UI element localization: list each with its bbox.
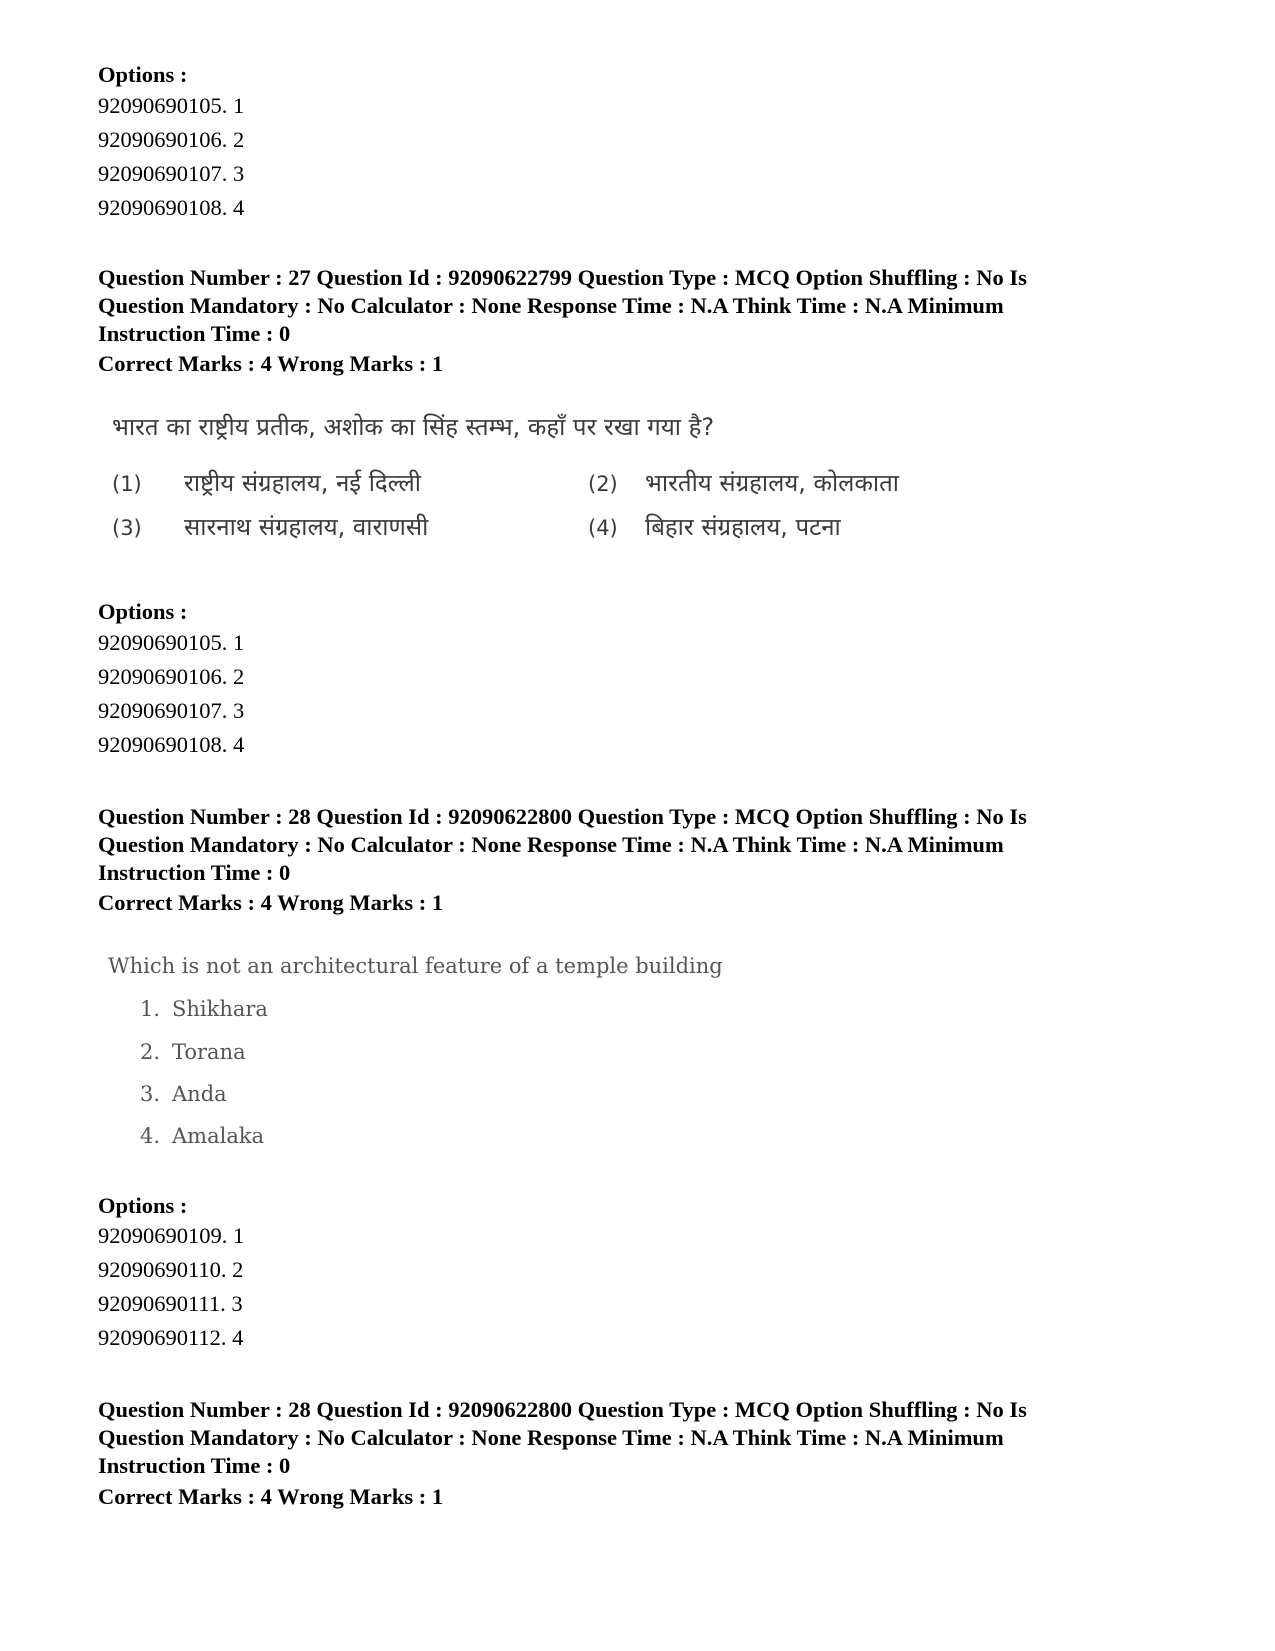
option-item: 92090690107. 3	[98, 698, 245, 723]
option-item: 92090690105. 1	[98, 93, 245, 118]
choice-number: (3)	[112, 516, 142, 540]
options-label: Options :	[98, 62, 188, 87]
option-item: 92090690110. 2	[98, 1257, 244, 1282]
choice-text: राष्ट्रीय संग्रहालय, नई दिल्ली	[184, 469, 421, 497]
choice-number: (4)	[588, 516, 618, 540]
question-header-line: Instruction Time : 0	[98, 320, 291, 346]
choice-text: Shikhara	[172, 997, 268, 1021]
question-header	[98, 1396, 1178, 1479]
question-header-line: Question Number : 28 Question Id : 92090622800 Question Type : MCQ Option Shuffling : No Is	[98, 1397, 1027, 1422]
question-header-line: Question Number : 28 Question Id : 92090622800 Question Type : MCQ Option Shuffling : No Is	[98, 804, 1027, 829]
question-marks: Correct Marks : 4 Wrong Marks : 1	[98, 1484, 444, 1509]
choice-text: बिहार संग्रहालय, पटना	[645, 513, 841, 541]
options-label: Options :	[98, 599, 188, 624]
options-list	[98, 1219, 1178, 1355]
question-header-line: Question Number : 27 Question Id : 92090622799 Question Type : MCQ Option Shuffling : No Is	[98, 265, 1027, 290]
choice-number: (1)	[112, 472, 142, 496]
option-item: 92090690106. 2	[98, 664, 245, 689]
option-item: 92090690112. 4	[98, 1325, 244, 1350]
question-marks: Correct Marks : 4 Wrong Marks : 1	[98, 890, 444, 915]
options-list	[98, 626, 1178, 762]
choice-number: 3.	[140, 1082, 161, 1106]
option-item: 92090690106. 2	[98, 127, 245, 152]
question-marks: Correct Marks : 4 Wrong Marks : 1	[98, 351, 444, 376]
question-text: Which is not an architectural feature of a temple building	[108, 954, 723, 978]
option-item: 92090690105. 1	[98, 630, 245, 655]
option-item: 92090690108. 4	[98, 195, 245, 220]
choice-text: Amalaka	[172, 1124, 265, 1148]
option-item: 92090690109. 1	[98, 1223, 245, 1248]
options-list	[98, 89, 1178, 225]
option-item: 92090690107. 3	[98, 161, 245, 186]
question-header-line: Question Mandatory : No Calculator : None Response Time : N.A Think Time : N.A Minimum	[98, 1424, 1004, 1450]
option-item: 92090690111. 3	[98, 1291, 243, 1316]
question-header-line: Question Mandatory : No Calculator : None Response Time : N.A Think Time : N.A Minimum	[98, 831, 1004, 857]
choice-text: भारतीय संग्रहालय, कोलकाता	[645, 469, 899, 497]
question-header	[98, 803, 1178, 886]
question-text: भारत का राष्ट्रीय प्रतीक, अशोक का सिंह स्तम्भ, कहाँ पर रखा गया है?	[112, 413, 715, 441]
choice-text: Anda	[172, 1082, 227, 1106]
choice-number: (2)	[588, 472, 618, 496]
choice-number: 4.	[140, 1124, 161, 1148]
question-header-line: Instruction Time : 0	[98, 1452, 291, 1478]
question-header	[98, 264, 1178, 347]
options-label: Options :	[98, 1193, 188, 1218]
choice-number: 1.	[140, 997, 161, 1021]
question-header-line: Question Mandatory : No Calculator : None Response Time : N.A Think Time : N.A Minimum	[98, 292, 1004, 318]
choice-text: सारनाथ संग्रहालय, वाराणसी	[184, 513, 429, 541]
choice-text: Torana	[172, 1040, 246, 1064]
option-item: 92090690108. 4	[98, 732, 245, 757]
question-header-line: Instruction Time : 0	[98, 859, 291, 885]
choice-number: 2.	[140, 1040, 161, 1064]
